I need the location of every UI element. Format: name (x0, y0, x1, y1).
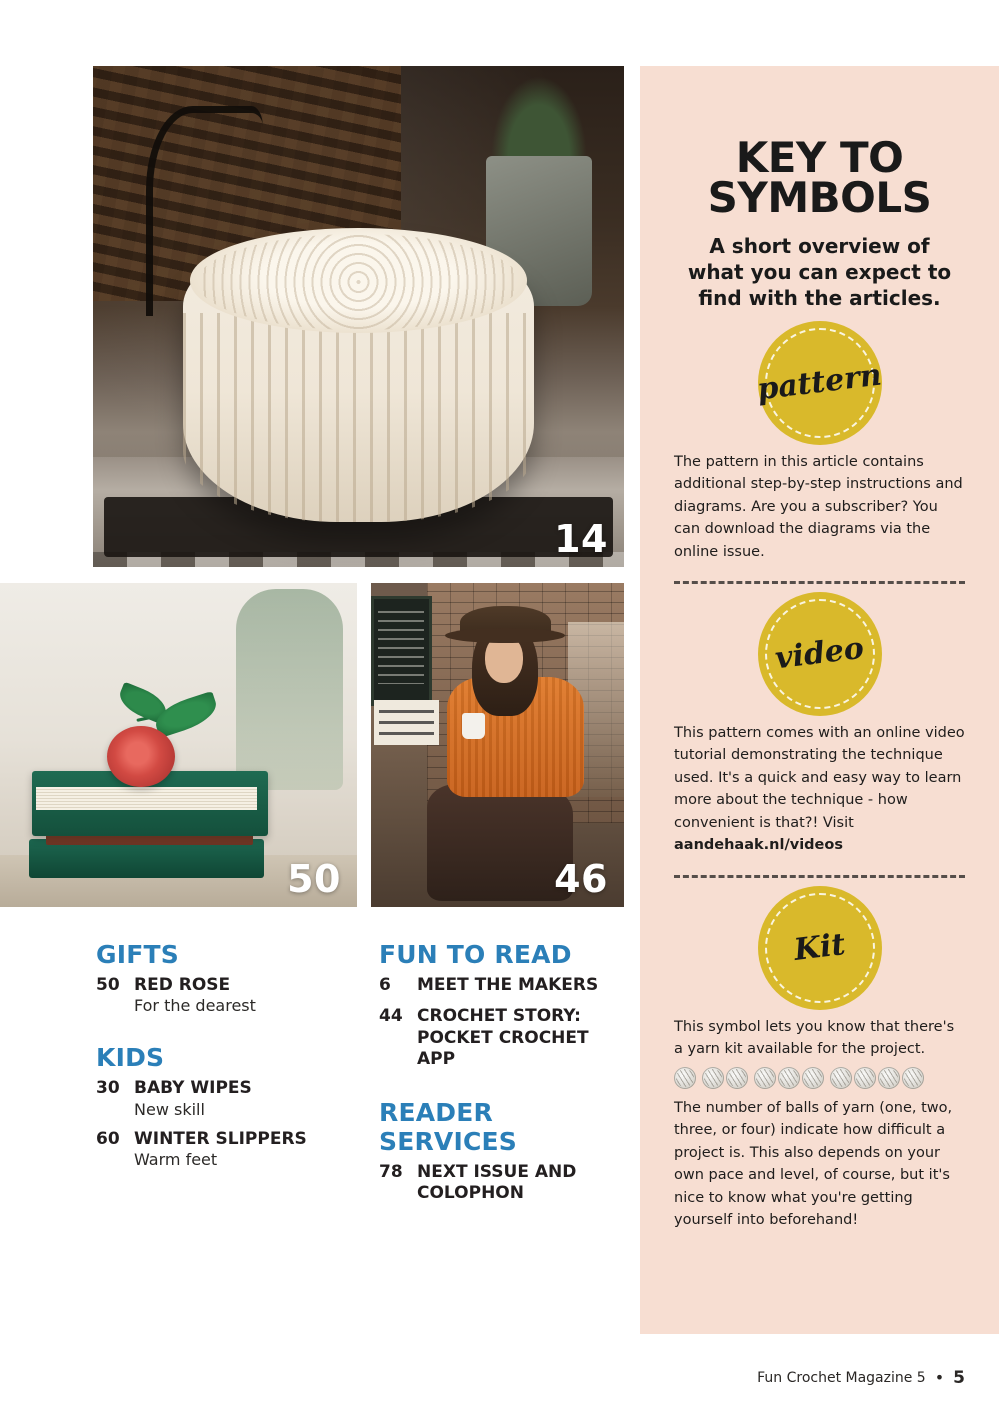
yarn-ball-group-four (830, 1067, 924, 1089)
yarn-ball-group-one (674, 1067, 696, 1089)
photo-page-number: 14 (554, 517, 608, 561)
table-of-contents (0, 940, 630, 1240)
yarn-ball-icon (802, 1067, 824, 1089)
yarn-ball-icon (702, 1067, 724, 1089)
panel-title-line1: KEY TO (735, 133, 904, 182)
video-badge-label: video (773, 631, 866, 677)
yarn-ball-icon (854, 1067, 876, 1089)
photo-page-number: 46 (554, 857, 608, 901)
toc-entry[interactable] (379, 1162, 629, 1205)
toc-column-left (96, 940, 356, 1179)
toc-heading-reader-services: READER SERVICES (379, 1098, 518, 1156)
footer-separator: • (934, 1368, 945, 1387)
toc-entry-subtitle: For the dearest (134, 996, 256, 1016)
photo-crochet-rose (0, 583, 357, 907)
video-link[interactable]: aandehaak.nl/videos (674, 837, 843, 854)
toc-entry-title: CROCHET STORY: POCKET CROCHET APP (417, 1006, 589, 1069)
pattern-badge-icon (755, 321, 884, 445)
toc-entry-title: RED ROSE (134, 975, 231, 995)
toc-entry[interactable] (379, 975, 629, 996)
pattern-badge-label: pattern (755, 357, 884, 408)
bottle-decor (236, 589, 343, 790)
toc-entry-title: MEET THE MAKERS (417, 975, 599, 995)
toc-entry[interactable] (96, 1129, 356, 1169)
kit-badge-icon (758, 886, 882, 1010)
pouf-object (183, 231, 533, 522)
toc-column-right (379, 940, 629, 1215)
woman-hat (460, 606, 551, 642)
video-description-text: This pattern comes with an online video tutorial demonstrating the technique used. It's a quick and easy way to learn more about the technique - how convenient is that?! Visit (674, 724, 965, 831)
chalkboard-decor (371, 596, 432, 706)
pattern-description: The pattern in this article contains additional step-by-step instructions and diagrams. Are you a subscriber? You can download the diagrams via the online issue. (674, 453, 963, 560)
toc-page-number: 60 (96, 1128, 120, 1149)
yarn-ball-icon (878, 1067, 900, 1089)
yarn-difficulty-description: The number of balls of yarn (one, two, three, or four) indicate how difficult a project is. This also depends on your own pace and level, of course, but it's nice to know what you're getting yourself into beforehand! (674, 1099, 953, 1229)
yarn-ball-icon (778, 1067, 800, 1089)
video-description (674, 722, 965, 857)
toc-entry-subtitle: Warm feet (134, 1149, 218, 1169)
pattern-badge-wrap (674, 321, 965, 445)
pouf-ribs-texture (183, 313, 533, 522)
coffee-cup (462, 713, 485, 739)
yarn-ball-icon (830, 1067, 852, 1089)
video-badge-wrap (674, 592, 965, 716)
panel-intro: A short overview of what you can expect to find with the articles. (687, 233, 952, 310)
toc-heading-fun-to-read: FUN TO READ (379, 940, 572, 969)
key-to-symbols-panel (640, 66, 999, 1334)
toc-page-number: 44 (379, 1006, 403, 1027)
yarn-ball-icon (754, 1067, 776, 1089)
kit-badge-label: Kit (791, 927, 848, 969)
toc-page-number: 78 (379, 1162, 403, 1182)
panel-title-line2: SYMBOLS (707, 173, 932, 223)
yarn-ball-icon (726, 1067, 748, 1089)
page-footer (757, 1368, 965, 1388)
yarn-ball-group-three (754, 1067, 824, 1089)
book-pages-decor (36, 787, 257, 810)
menu-sign-decor (374, 700, 440, 745)
toc-entry[interactable] (96, 975, 356, 1015)
panel-title (674, 133, 965, 223)
kit-description: This symbol lets you know that there's a yarn kit available for the project. (674, 1018, 955, 1058)
toc-entry[interactable] (379, 1006, 629, 1070)
magazine-name: Fun Crochet Magazine 5 (757, 1370, 926, 1386)
photo-crochet-pouf (93, 66, 624, 567)
yarn-ball-icons (674, 1067, 965, 1089)
toc-page-number: 30 (96, 1078, 120, 1099)
toc-entry-title: BABY WIPES (134, 1078, 252, 1099)
toc-heading-gifts: GIFTS (96, 940, 179, 969)
photo-page-number: 50 (287, 857, 341, 901)
toc-entry-title: WINTER SLIPPERS (134, 1128, 307, 1149)
yarn-ball-group-two (702, 1067, 748, 1089)
woman-legs (427, 784, 574, 901)
rose-flower (107, 726, 175, 788)
divider (674, 875, 965, 878)
toc-entry-title: NEXT ISSUE AND COLOPHON (417, 1162, 577, 1204)
kit-badge-wrap (674, 886, 965, 1010)
photo-woman-sweater (371, 583, 624, 907)
toc-entry-subtitle: New skill (134, 1099, 205, 1119)
page-number: 5 (953, 1368, 965, 1388)
yarn-ball-icon (902, 1067, 924, 1089)
divider (674, 581, 965, 584)
toc-heading-kids: KIDS (96, 1043, 165, 1073)
video-badge-icon (758, 592, 882, 716)
toc-page-number: 50 (96, 975, 120, 995)
yarn-ball-icon (674, 1067, 696, 1089)
toc-page-number: 6 (379, 975, 391, 995)
pouf-spiral-texture (197, 234, 519, 330)
toc-entry[interactable] (96, 1078, 356, 1118)
chalk-text-decor (378, 611, 424, 684)
